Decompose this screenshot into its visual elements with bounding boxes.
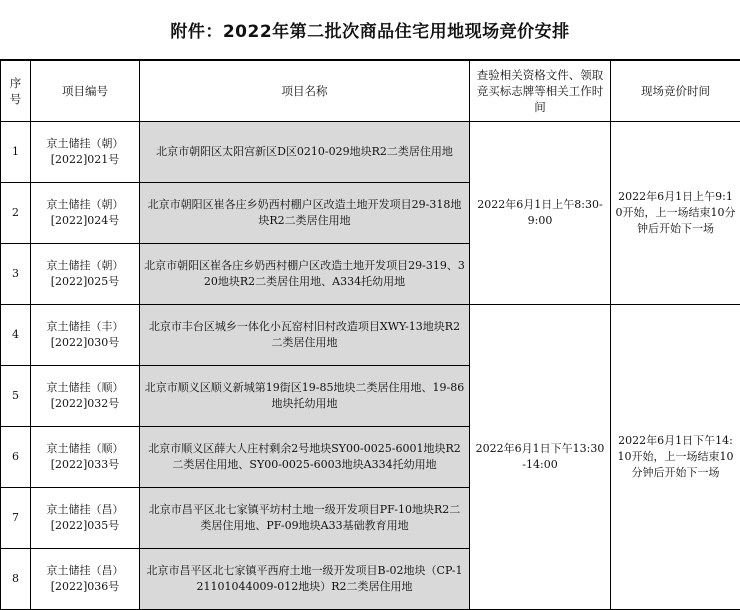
auction-schedule-table [0, 60, 740, 610]
header-verify-time: 查验相关资格文件、领取竞买标志牌等相关工作时间 [470, 61, 611, 122]
row-project-name: 北京市丰台区城乡一体化小瓦窑村旧村改造项目XWY-13地块R2二类居住用地 [140, 305, 470, 366]
group-auction-time: 2022年6月1日上午9:10开始，上一场结束10分钟后开始下一场 [611, 122, 740, 305]
header-project-name: 项目名称 [140, 61, 470, 122]
row-project-code [31, 427, 140, 488]
group-verify-time: 2022年6月1日上午8:30-9:00 [470, 122, 611, 305]
code-number: [2022]032号 [35, 396, 135, 412]
table-row [1, 305, 740, 366]
row-seq: 4 [1, 305, 31, 366]
row-project-name: 北京市昌平区北七家镇平坊村土地一级开发项目PF-10地块R2二类居住用地、PF-09地块A33基础教育用地 [140, 488, 470, 549]
row-project-code [31, 549, 140, 610]
table-header-row [1, 61, 740, 122]
row-project-name: 北京市朝阳区太阳宫新区D区0210-029地块R2二类居住用地 [140, 122, 470, 183]
code-number: [2022]024号 [35, 213, 135, 229]
table-row [1, 122, 740, 183]
row-project-name: 北京市顺义区薛大人庄村剩余2号地块SY00-0025-6001地块R2二类居住用地、SY00-0025-6003地块A334托幼用地 [140, 427, 470, 488]
code-prefix: 京土储挂（朝） [35, 136, 135, 152]
header-project-code: 项目编号 [31, 61, 140, 122]
code-prefix: 京土储挂（昌） [35, 563, 135, 579]
row-seq: 2 [1, 183, 31, 244]
code-number: [2022]025号 [35, 274, 135, 290]
code-prefix: 京土储挂（顺） [35, 441, 135, 457]
row-project-name: 北京市朝阳区崔各庄乡奶西村棚户区改造土地开发项目29-318地块R2二类居住用地 [140, 183, 470, 244]
code-prefix: 京土储挂（朝） [35, 258, 135, 274]
row-project-code [31, 244, 140, 305]
row-project-name: 北京市朝阳区崔各庄乡奶西村棚户区改造土地开发项目29-319、320地块R2二类居住用地、A334托幼用地 [140, 244, 470, 305]
code-number: [2022]035号 [35, 518, 135, 534]
row-seq: 5 [1, 366, 31, 427]
code-number: [2022]021号 [35, 152, 135, 168]
row-project-name: 北京市顺义区顺义新城第19街区19-85地块二类居住用地、19-86地块托幼用地 [140, 366, 470, 427]
code-number: [2022]033号 [35, 457, 135, 473]
row-project-code [31, 305, 140, 366]
group-verify-time: 2022年6月1日下午13:30-14:00 [470, 305, 611, 610]
group-auction-time: 2022年6月1日下午14:10开始，上一场结束10分钟后开始下一场 [611, 305, 740, 610]
row-project-code [31, 488, 140, 549]
row-seq: 7 [1, 488, 31, 549]
row-project-name: 北京市昌平区北七家镇平西府土地一级开发项目B-02地块（CP-121101044009-012地块）R2二类居住用地 [140, 549, 470, 610]
code-prefix: 京土储挂（昌） [35, 502, 135, 518]
header-seq: 序号 [1, 61, 31, 122]
row-seq: 6 [1, 427, 31, 488]
code-number: [2022]030号 [35, 335, 135, 351]
row-seq: 8 [1, 549, 31, 610]
page-title: 附件：2022年第二批次商品住宅用地现场竞价安排 [0, 0, 740, 60]
row-project-code [31, 183, 140, 244]
code-prefix: 京土储挂（丰） [35, 319, 135, 335]
row-project-code [31, 122, 140, 183]
header-auction-time: 现场竞价时间 [611, 61, 740, 122]
row-seq: 3 [1, 244, 31, 305]
code-number: [2022]036号 [35, 579, 135, 595]
row-seq: 1 [1, 122, 31, 183]
code-prefix: 京土储挂（顺） [35, 380, 135, 396]
row-project-code [31, 366, 140, 427]
code-prefix: 京土储挂（朝） [35, 197, 135, 213]
